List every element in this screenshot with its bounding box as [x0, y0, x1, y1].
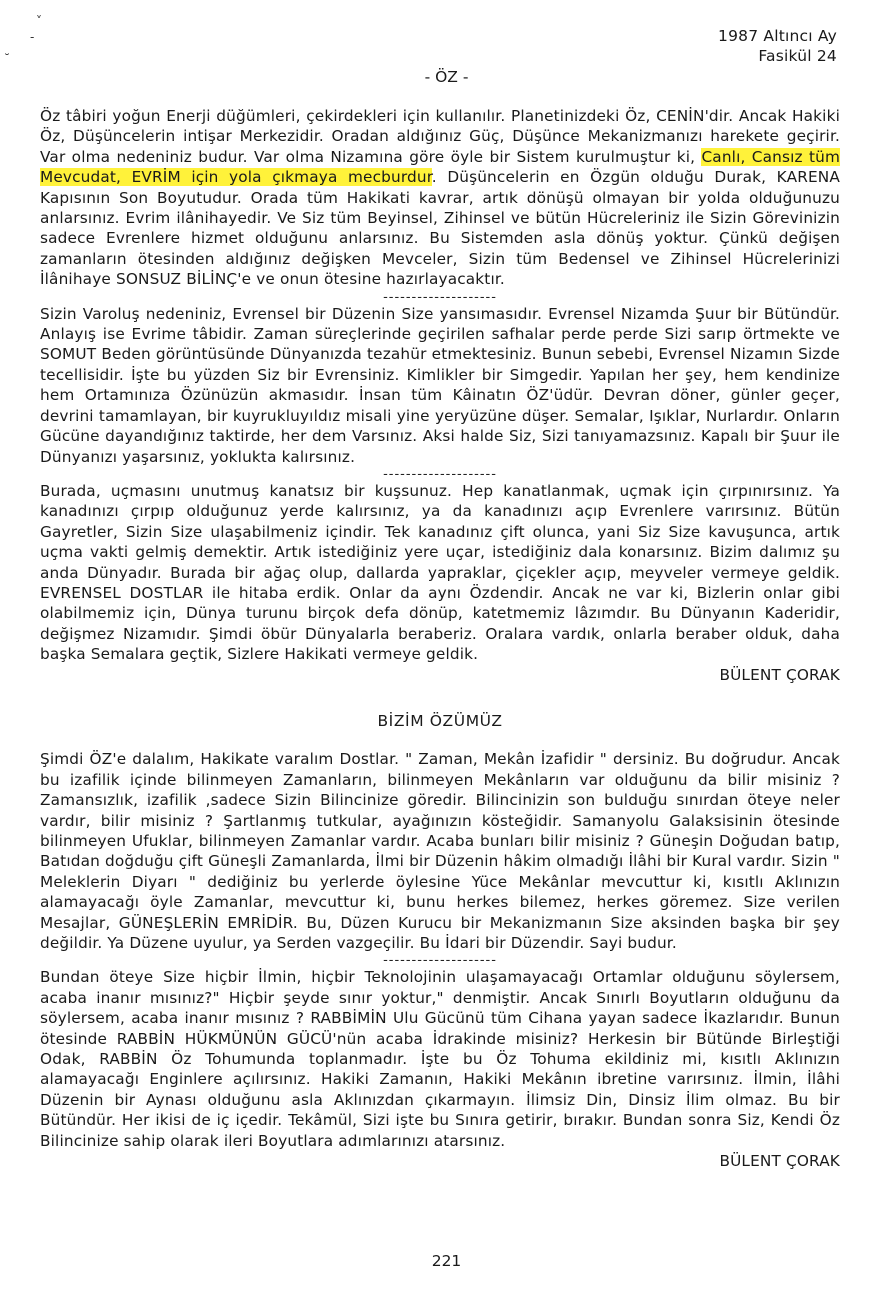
scan-mark: ˅: [36, 14, 42, 28]
paragraph: Sizin Varoluş nedeniniz, Evrensel bir Düzenin Size yansımasıdır. Evrensel Nizamda Şuur bir Bütündür. Anlayış ise Evrime tâbidir. Zaman süreçlerinde geçirilen safhalar perde perde Sizi sarıp örtmekte ve SOMUT Beden görüntüsünde Dünyanızda tezahür etmektesiniz. Bunun sebebi, Evrensel Nizamın Sizde tecellisidir. İşte bu yüzden Siz bir Evrensiniz. Kimlikler bir Simgedir. Yapılan her şey, hem kendinize hem Ortamınıza Özünüzün akmasıdır. İnsan tüm Kâinatın ÖZ'üdür. Devran döner, günler geçer, devrini tamamlayan, bir kuyrukluyıldız misali yine yeryüzüne düşer. Semalar, Işıklar, Nurlardır. Onların Gücüne dayandığınız taktirde, her dem Varsınız. Aksi halde Siz, Sizi tanıyamazsınız. Kapalı bir Şuur ile Dünyanızı yaşarsınız, yoklukta kalırsınız.: [40, 304, 840, 466]
section-title: BİZİM ÖZÜMÜZ: [377, 711, 503, 730]
header-date: 1987 Altıncı Ay: [718, 27, 837, 45]
paragraph-text: Öz tâbiri yoğun Enerji düğümleri, çekirdekleri için kullanılır. Planetinizdeki Öz, CENİN'dir. Ancak Hakiki Öz, Düşüncelerin intişar Merkezidir. Oradan aldığınız Güç, Düşünce Mekanizmanızı harekete geçirir. Var olma nedeniniz budur. Var olma Nizamına göre öyle bir Sistem kurulmuştur ki,: [40, 107, 840, 166]
paragraph-text: . Düşüncelerin en Özgün olduğu Durak, KARENA Kapısının Son Boyutudur. Orada tüm Hakikati kavrar, artık dönüşü olmayan bir yolda olduğunuzu anlarsınız. Evrim ilânihayedir. Ve Siz tüm Beyinsel, Zihinsel ve bütün Hücreleriniz ile Sizin Görevinizin sadece Evrenlere hizmet olduğunu anlarsınız. Bu Sistemden asla dönüş yoktur. Çünkü değişen zamanların ötesinden aldığınız değişken Mevceler, Sizin tüm Bedensel ve Zihinsel Hücrelerinizi İlânihaye SONSUZ BİLİNÇ'e ve onun ötesine hazırlayacaktır.: [40, 168, 840, 289]
page-header: [718, 26, 837, 66]
header-fascicle: Fasikül 24: [758, 47, 837, 65]
highlighted-text: Canlı, Cansız tüm Mevcudat, EVRİM için yola çıkmaya mecburdur: [40, 147, 841, 187]
paragraph: [40, 106, 840, 290]
page-number: 221: [431, 1252, 462, 1270]
divider: --------------------: [383, 953, 497, 969]
page-title: - ÖZ -: [424, 68, 469, 86]
author-signature: BÜLENT ÇORAK: [719, 1152, 840, 1171]
paragraph: Burada, uçmasını unutmuş kanatsız bir kuşsunuz. Hep kanatlanmak, uçmak için çırpınırsınız. Ya kanadınızı çırpıp olduğunuz yerde kalırsınız, ya da kanadınızı açıp Evrenlere varırsınız. Bütün Gayretler, Sizin Size ulaşabilmeniz içindir. Tek kanadınız çift olunca, yani Siz Size kavuşunca, artık uçma vakti gelmiş demektir. Artık istediğiniz yere uçar, istediğiniz dala konarsınız. Bizim dalımız şu anda Dünyadır. Burada bir ağaç olup, dallarda yapraklar, çiçekler açıp, meyveler vermeye geldik. EVRENSEL DOSTLAR ile hitaba erdik. Onlar da aynı Özdendir. Ancak ne var ki, Bizlerin onlar gibi olabilmemiz için, Dünya turunu birçok defa dönüp, katetmemiz lâzımdır. Bu Dünyanın Kaderidir, değişmez Nizamıdır. Şimdi öbür Dünyalarla beraberiz. Oralara vardık, onlarla beraber olduk, daha başka Semalara geçtik, Sizlere Hakikati vermeye geldik.: [40, 481, 840, 664]
paragraph: Bundan öteye Size hiçbir İlmin, hiçbir Teknolojinin ulaşamayacağı Ortamlar olduğunu söylersem, acaba inanır mısınız?" Hiçbir şeyde sınır yoktur," denmiştir. Ancak Sınırlı Boyutların olduğunu da söylersem, acaba inanır mısınız ? RABBİMİN Ulu Gücünü tüm Cihana yayan sadece İkazlarıdır. Bunun ötesinde RABBİN HÜKMÜNÜN GÜCÜ'nün acaba İdrakinde misiniz? Herkesin bir Bütünde Birleştiği Odak, RABBİN Öz Tohumunda toplanmadır. İşte bu Öz Tohuma ekildiniz mi, kısıtlı Aklınızın alamayacağı Enginlere açılırsınız. Hakiki Zamanın, Hakiki Mekânın ibretine varırsınız. İlmin, İlâhi Düzenin bir Aynası olduğunu asla Aklınızdan çıkarmayın. İlimsiz Din, Dinsiz İlim olmaz. Bu bir Bütündür. Her ikisi de iç içedir. Tekâmül, Sizi işte bu Sınıra getirir, bırakır. Bundan sonra Siz, Kendi Öz Bilincinize sahip olarak ileri Boyutlara adımlarınızı atarsınız.: [40, 968, 840, 1150]
paragraph: Şimdi ÖZ'e dalalım, Hakikate varalım Dostlar. " Zaman, Mekân İzafidir " dersiniz. Bu doğrudur. Ancak bu izafilik içinde bilinmeyen Zamanların, bilinmeyen Mekânların var olduğunu da bilir misiniz ?Zamansızlık, izafilik ,sadece Sizin Bilincinize göredir. Bilincinizin son bulduğu sınırdan öteye neler vardır, bilir misiniz ? Şartlanmış tutkular, ayağınızın kösteğidir. Samanyolu Galaksisinin ötesinde bilinmeyen Ufuklar, bilinmeyen Zamanlar vardır. Acaba bunları bilir misiniz ? Güneşin Doğudan batıp, Batıdan doğduğu çift Güneşli Zamanlarda, İlmi bir Düzenin hâkim olmadığı İlâhi bir Kural vardır. Sizin " Meleklerin Diyarı " dediğiniz bu yerlerde öylesine Yüce Mekânlar mevcuttur ki, kısıtlı Aklınızın alamayacağı öyle Zamanlar, mevcuttur ki, bunu herkes bilemez, herkes göremez. Size verilen Mesajlar, GÜNEŞLERİN EMRİDİR. Bu, Düzen Kurucu bir Mekanizmanın Size aksinden başka bir şey değildir. Ya Düzene uyulur, ya Serden vazgeçilir. Bu İdari bir Düzendir. Sayi budur.: [40, 750, 840, 953]
document-body: [40, 106, 840, 1172]
scan-mark: ˘: [4, 52, 10, 66]
divider: --------------------: [383, 289, 497, 305]
divider: --------------------: [383, 466, 497, 482]
scan-mark: -: [30, 30, 35, 44]
author-signature: BÜLENT ÇORAK: [719, 665, 840, 684]
